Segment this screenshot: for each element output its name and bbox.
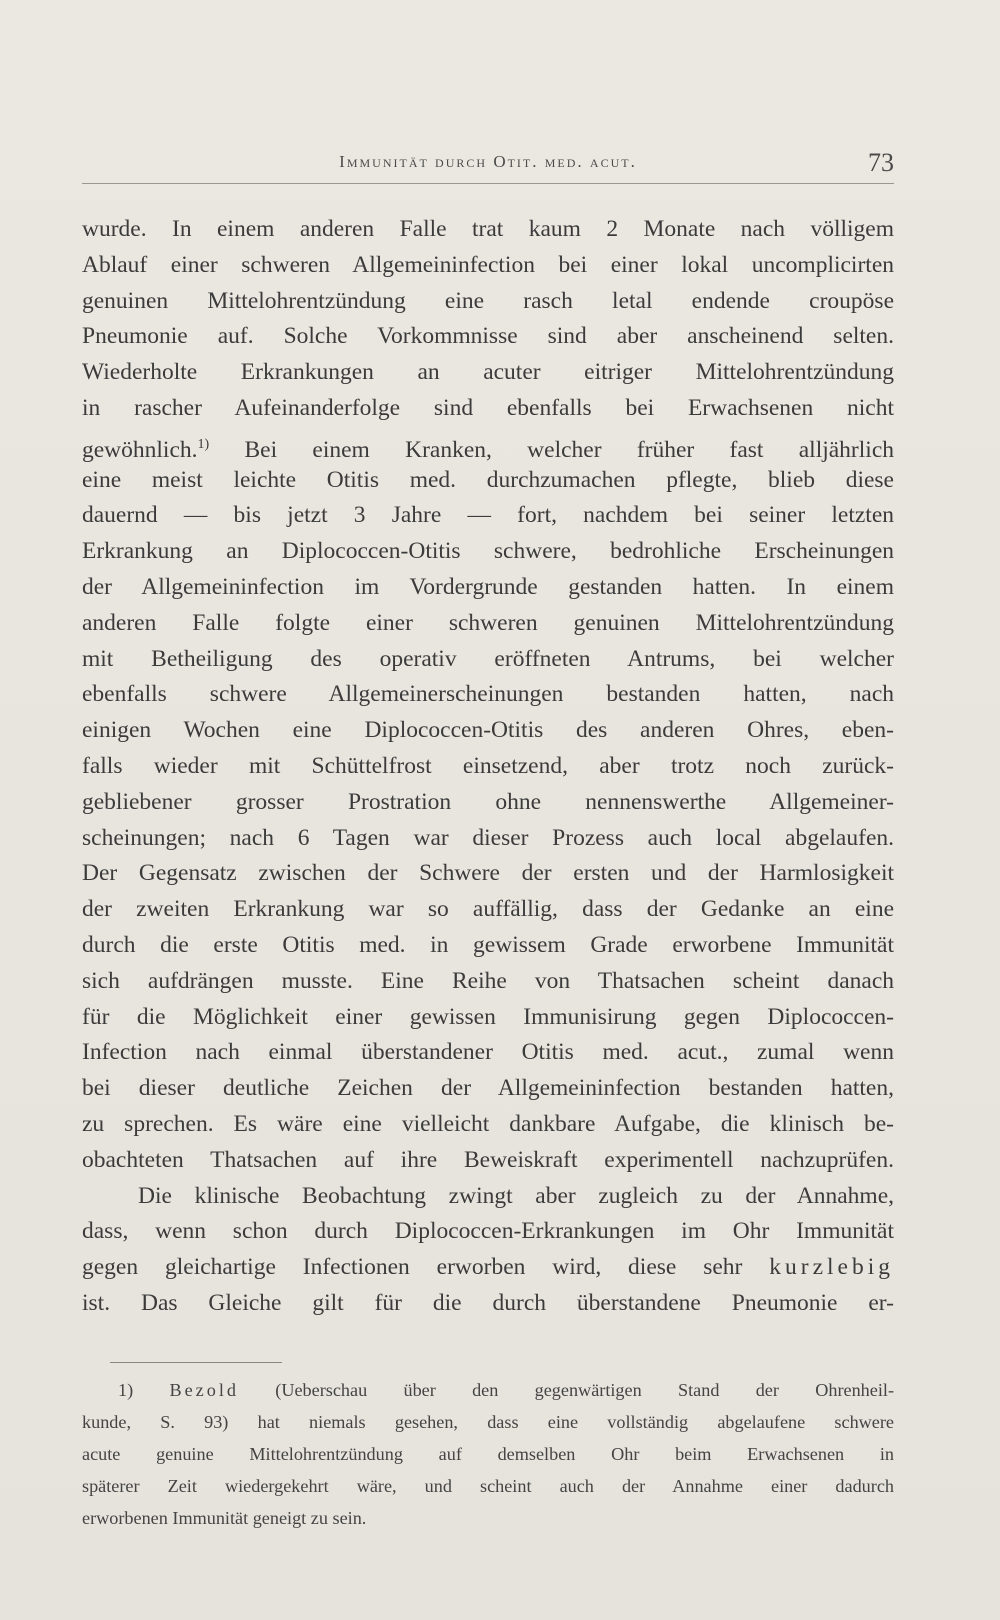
body-line: Erkrankung an Diplococcen-Otitis schwere, bedrohliche Erscheinungen [82, 538, 894, 565]
body-line: der zweiten Erkrankung war so auffällig, dass der Gedanke an eine [82, 896, 894, 923]
body-line: eine meist leichte Otitis med. durchzumachen pflegte, blieb diese [82, 466, 894, 493]
body-line: anderen Falle folgte einer schweren genuinen Mittelohrentzündung [82, 609, 894, 636]
body-line: der Allgemeininfection im Vordergrunde gestanden hatten. In einem [82, 573, 894, 600]
body-line: bei dieser deutliche Zeichen der Allgemeininfection bestanden hatten, [82, 1075, 894, 1102]
page-number: 73 [868, 148, 894, 177]
body-line: Der Gegensatz zwischen der Schwere der ersten und der Harmlosigkeit [82, 860, 894, 887]
emphasized-word: kurzlebig [769, 1254, 894, 1281]
body-line: zu sprechen. Es wäre eine vielleicht dankbare Aufgabe, die klinisch be- [82, 1110, 894, 1137]
body-line: gegen gleichartige Infectionen erworben wird, diese sehr kurzlebig [82, 1254, 894, 1281]
body-text [82, 212, 894, 1322]
body-line: Die klinische Beobachtung zwingt aber zugleich zu der Annahme, [138, 1182, 894, 1209]
body-line: Pneumonie auf. Solche Vorkommnisse sind aber anscheinend selten. [82, 323, 894, 350]
body-line: für die Möglichkeit einer gewissen Immunisirung gegen Diplococcen- [82, 1003, 894, 1030]
body-line: in rascher Aufeinanderfolge sind ebenfalls bei Erwachsenen nicht [82, 394, 894, 421]
body-line: falls wieder mit Schüttelfrost einsetzend, aber trotz noch zurück- [82, 752, 894, 779]
body-line: wurde. In einem anderen Falle trat kaum 2 Monate nach völligem [82, 216, 894, 242]
body-line: mit Betheiligung des operativ eröffneten Antrums, bei welcher [82, 645, 894, 672]
footnote-line: erworbenen Immunität geneigt zu sein. [82, 1508, 367, 1528]
footnote-reference: 1) [197, 436, 210, 452]
body-line: genuinen Mittelohrentzündung eine rasch letal endende croupöse [82, 287, 894, 314]
body-line: scheinungen; nach 6 Tagen war dieser Prozess auch local abgelaufen. [82, 824, 894, 851]
body-line: dauernd — bis jetzt 3 Jahre — fort, nachdem bei seiner letzten [82, 502, 894, 529]
body-line: durch die erste Otitis med. in gewissem Grade erworbene Immunität [82, 931, 894, 958]
body-line: gewöhnlich.$^{1)}$ Bei einem Kranken, welcher früher fast alljährlich [82, 436, 895, 463]
footnote-author: Bezold [169, 1380, 239, 1400]
body-line: sich aufdrängen musste. Eine Reihe von Thatsachen scheint danach [82, 967, 894, 994]
footnote-line: 1) Bezold (Ueberschau über den gegenwärtigen Stand der Ohrenheil- [118, 1380, 894, 1400]
body-line: einigen Wochen eine Diplococcen-Otitis des anderen Ohres, eben- [82, 717, 894, 744]
body-line: ebenfalls schwere Allgemeinerscheinungen bestanden hatten, nach [82, 681, 894, 708]
body-line: ist. Das Gleiche gilt für die durch überstandene Pneumonie er- [82, 1289, 894, 1316]
running-head-title: Immunität durch Otit. med. acut. [339, 152, 637, 171]
footnote-rule [110, 1362, 282, 1363]
body-line: Wiederholte Erkrankungen an acuter eitriger Mittelohrentzündung [82, 359, 894, 386]
body-line: Infection nach einmal überstandener Otitis med. acut., zumal wenn [82, 1039, 894, 1066]
running-head [82, 148, 894, 182]
footnote [82, 1374, 894, 1534]
body-line: dass, wenn schon durch Diplococcen-Erkrankungen im Ohr Immunität [82, 1218, 894, 1245]
footnote-line: späterer Zeit wiedergekehrt wäre, und scheint auch der Annahme einer dadurch [82, 1476, 894, 1496]
body-line: obachteten Thatsachen auf ihre Beweiskraft experimentell nachzuprüfen. [82, 1146, 894, 1173]
footnote-line: kunde, S. 93) hat niemals gesehen, dass eine vollständig abgelaufene schwere [82, 1412, 894, 1432]
body-line: gebliebener grosser Prostration ohne nennenswerthe Allgemeiner- [82, 788, 894, 815]
body-line: Ablauf einer schweren Allgemeininfection bei einer lokal uncomplicirten [82, 251, 894, 278]
header-rule [82, 183, 894, 184]
footnote-line: acute genuine Mittelohrentzündung auf demselben Ohr beim Erwachsenen in [82, 1444, 894, 1464]
footnote-marker: 1) [118, 1380, 134, 1400]
